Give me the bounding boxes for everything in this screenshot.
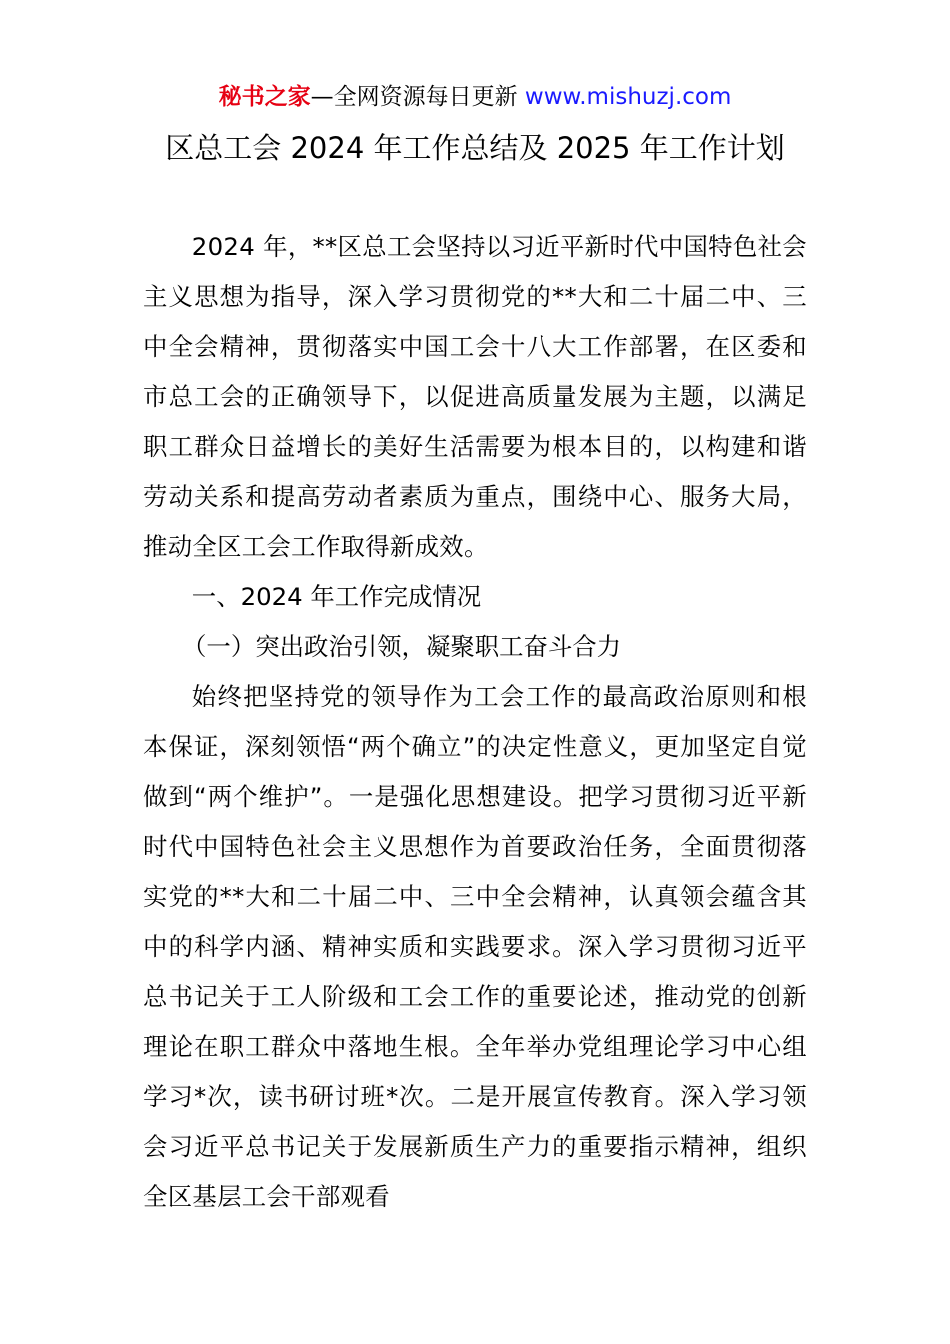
site-banner [0, 80, 950, 114]
body-paragraph: 始终把坚持党的领导作为工会工作的最高政治原则和根本保证，深刻领悟“两个确立”的决定性意义，更加坚定自觉做到“两个维护”。一是强化思想建设。把学习贯彻习近平新时代中国特色社会主义思想作为首要政治任务，全面贯彻落实党的**大和二十届二中、三中全会精神，认真领会蕴含其中的科学内涵、精神实质和实践要求。深入学习贯彻习近平总书记关于工人阶级和工会工作的重要论述，推动党的创新理论在职工群众中落地生根。全年举办党组理论学习中心组学习*次，读书研讨班*次。二是开展宣传教育。深入学习领会习近平总书记关于发展新质生产力的重要指示精神，组织全区基层工会干部观看 [143, 682, 807, 1211]
document-body [143, 222, 807, 1222]
site-url-link[interactable]: www.mishuzj.com [524, 84, 732, 110]
intro-paragraph: 2024 年，**区总工会坚持以习近平新时代中国特色社会主义思想为指导，深入学习贯彻党的**大和二十届二中、三中全会精神，贯彻落实中国工会十八大工作部署，在区委和市总工会的正确领导下，以促进高质量发展为主题，以满足职工群众日益增长的美好生活需要为根本目的，以构建和谐劳动关系和提高劳动者素质为重点，围绕中心、服务大局，推动全区工会工作取得新成效。 [143, 232, 807, 561]
subsection-heading: （一）突出政治引领，凝聚职工奋斗合力 [182, 632, 622, 661]
brand-name: 秘书之家 [218, 84, 311, 110]
document-title: 区总工会 2024 年工作总结及 2025 年工作计划 [165, 131, 785, 165]
section-heading: 一、2024 年工作完成情况 [191, 582, 482, 611]
banner-slogan: —全网资源每日更新 [310, 84, 525, 110]
